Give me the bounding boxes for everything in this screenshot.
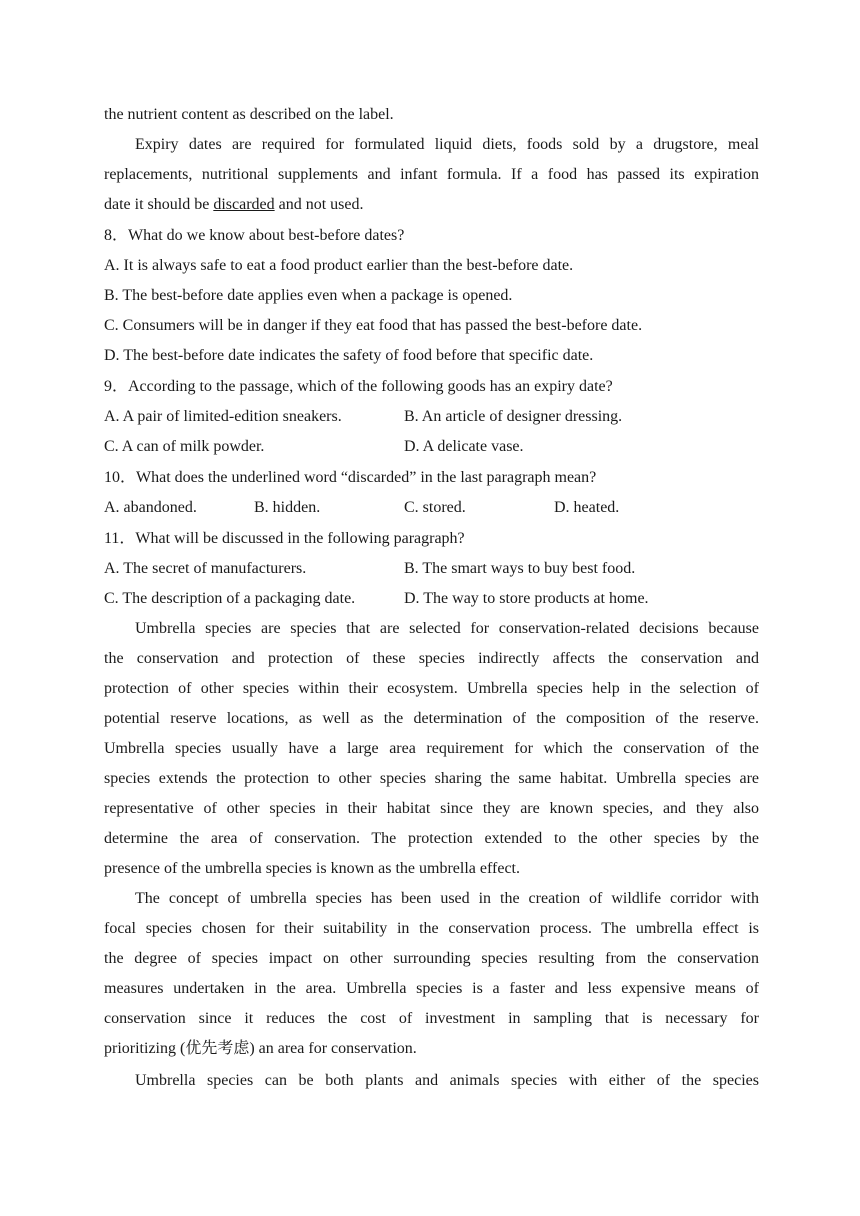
answer-option: D. heated. [554,499,620,516]
question-9 [104,371,759,462]
answer-option: A. It is always safe to eat a food product earlier than the best-before date. [104,257,574,274]
text-segment: date it should be [104,196,214,213]
answer-option: C. A can of milk powder. [104,438,265,455]
paragraph-line: conservation since it reduces the cost of investment in sampling that is necessary for [104,1010,759,1027]
underlined-word: discarded [213,196,275,213]
intro-line: the nutrient content as described on the label. [104,106,394,123]
expiry-paragraph [104,130,759,220]
paragraph-line: the conservation and protection of these species indirectly affects the conservation and [104,650,759,667]
answer-option: B. The smart ways to buy best food. [404,560,636,577]
answer-option: D. The best-before date indicates the safety of food before that specific date. [104,347,594,364]
answer-option: A. The secret of manufacturers. [104,560,307,577]
paragraph-line: potential reserve locations, as well as the determination of the composition of the reserve. [104,710,759,727]
option-row [104,402,759,432]
paragraph-line: Umbrella species can be both plants and animals species with either of the species [135,1072,759,1089]
paragraph-line: Umbrella species are species that are selected for conservation-related decisions because [135,620,759,637]
option-row [104,554,759,584]
paragraph-line: Expiry dates are required for formulated liquid diets, foods sold by a drugstore, meal [135,136,759,153]
option-row [104,493,759,523]
question-11 [104,523,759,614]
answer-option: D. A delicate vase. [404,438,524,455]
paragraph-line: The concept of umbrella species has been used in the creation of wildlife corridor with [135,890,759,907]
umbrella-paragraph-1 [104,614,759,884]
paragraph-line: measures undertaken in the area. Umbrella species is a faster and less expensive means of [104,980,759,997]
answer-option: B. An article of designer dressing. [404,408,623,425]
paragraph-line: focal species chosen for their suitability in the conservation process. The umbrella effect is [104,920,759,937]
paragraph-line: the degree of species impact on other surrounding species resulting from the conservation [104,950,759,967]
answer-option: D. The way to store products at home. [404,590,649,607]
document-page [104,100,759,1096]
question-10 [104,462,759,523]
answer-option: C. The description of a packaging date. [104,590,356,607]
answer-option: B. The best-before date applies even when a package is opened. [104,287,513,304]
paragraph-line: representative of other species in their habitat since they are known species, and they also [104,800,759,817]
paragraph-line [104,190,759,220]
paragraph-line: determine the area of conservation. The protection extended to the other species by the [104,830,759,847]
paragraph-line: presence of the umbrella species is known as the umbrella effect. [104,860,520,877]
answer-option: C. Consumers will be in danger if they eat food that has passed the best-before date. [104,317,643,334]
option-row [104,584,759,614]
question-stem: 10．What does the underlined word “discarded” in the last paragraph mean? [104,469,597,486]
answer-option: B. hidden. [254,499,321,516]
text-segment: and not used. [274,196,364,213]
question-8 [104,220,759,371]
answer-option: A. A pair of limited-edition sneakers. [104,408,342,425]
umbrella-paragraph-2 [104,884,759,1064]
umbrella-paragraph-3 [104,1066,759,1096]
paragraph-line: prioritizing (优先考虑) an area for conservation. [104,1040,417,1057]
paragraph-line: Umbrella species usually have a large area requirement for which the conservation of the [104,740,759,757]
paragraph-line: protection of other species within their ecosystem. Umbrella species help in the selection of [104,680,759,697]
answer-option: C. stored. [404,499,466,516]
option-row [104,432,759,462]
paragraph-line: replacements, nutritional supplements and infant formula. If a food has passed its expiration [104,166,759,183]
question-stem: 9．According to the passage, which of the following goods has an expiry date? [104,378,613,395]
paragraph-line: species extends the protection to other species sharing the same habitat. Umbrella species are [104,770,759,787]
answer-option: A. abandoned. [104,499,197,516]
question-stem: 11．What will be discussed in the following paragraph? [104,530,465,547]
question-stem: 8．What do we know about best-before dates? [104,227,405,244]
